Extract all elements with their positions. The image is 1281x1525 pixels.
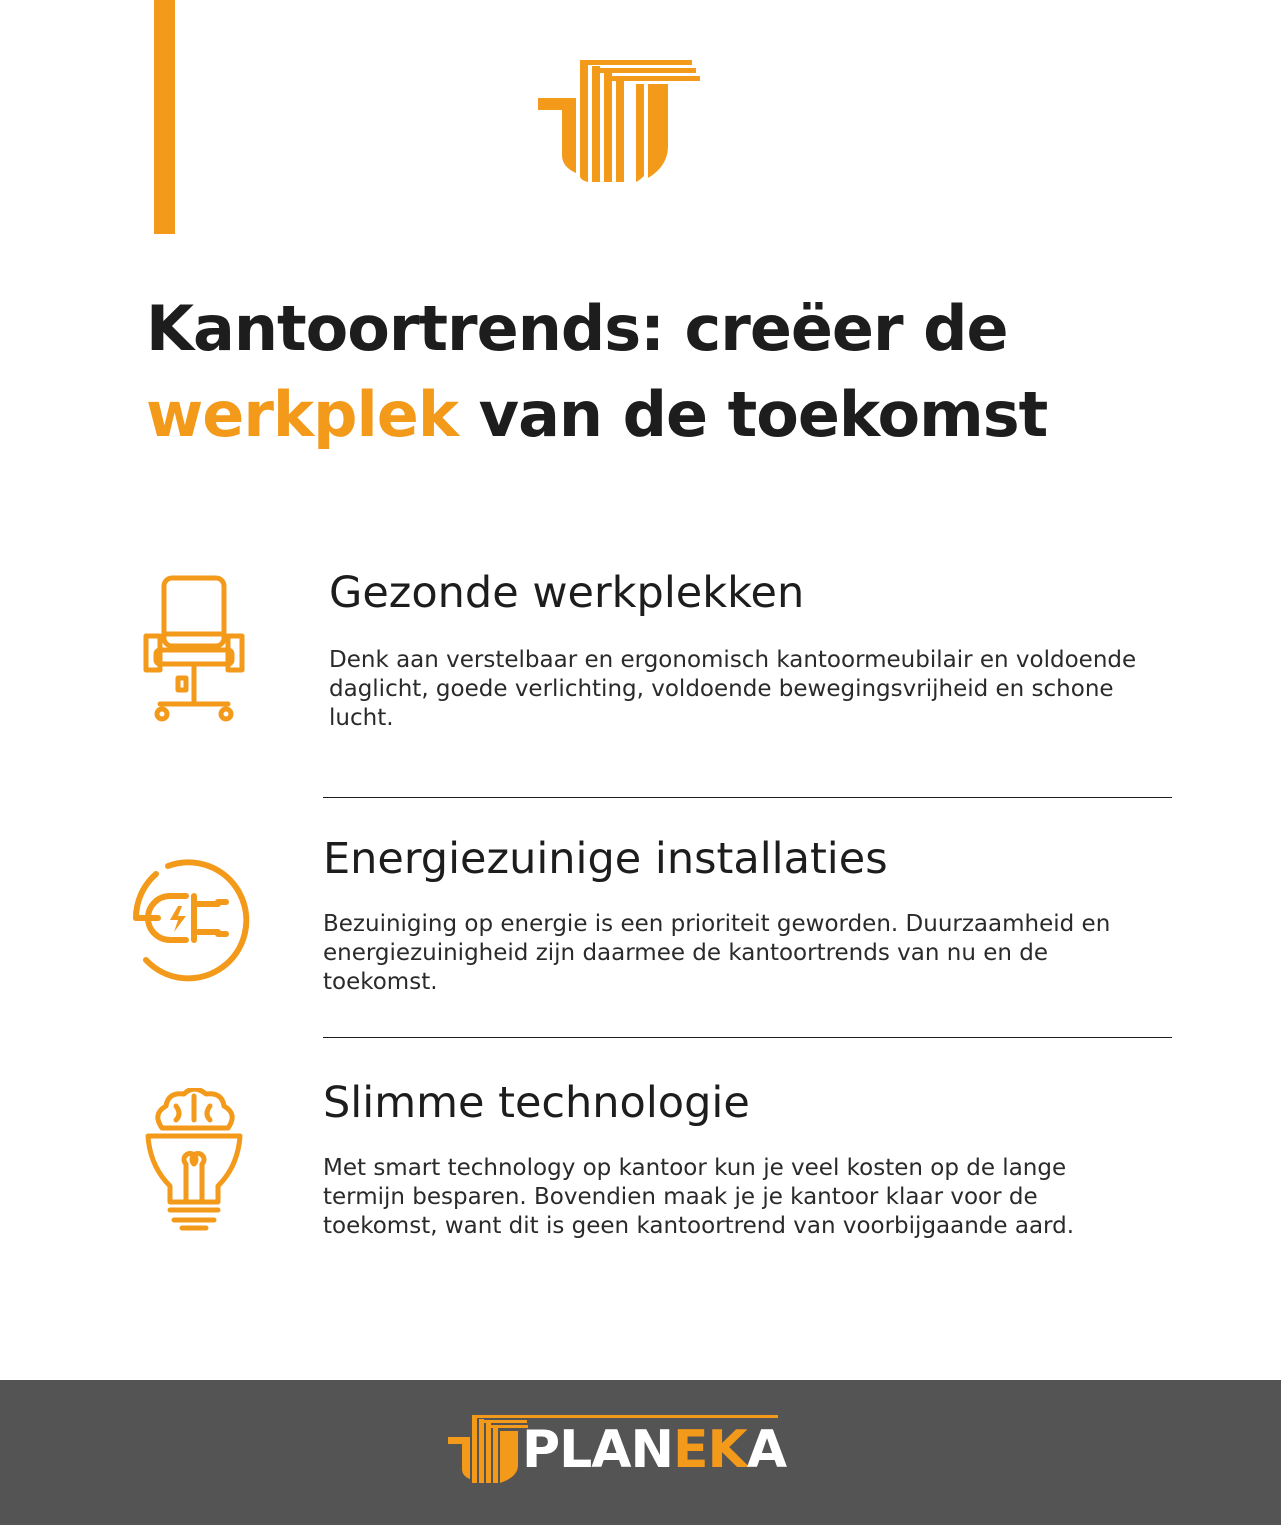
section-smart-technology — [0, 1072, 1281, 1272]
title-highlight: werkplek — [146, 378, 459, 451]
brand-part-a: A — [746, 1420, 787, 1480]
section-body: Met smart technology op kantoor kun je veel kosten op de lange termijn besparen. Bovendien maak je je kantoor klaar voor de toekomst, want dit is geen kantoortrend van voorbijgaande aard. — [323, 1155, 1075, 1239]
section-energy-installations — [0, 826, 1281, 1026]
brand-part-ek: EK — [673, 1420, 747, 1480]
brain-bulb-icon — [142, 1088, 246, 1238]
section-title: Slimme technologie — [323, 1078, 750, 1128]
section-title: Energiezuinige installaties — [323, 834, 888, 884]
title-line1: Kantoortrends: creëer de — [146, 292, 1008, 365]
section-title: Gezonde werkplekken — [329, 568, 805, 618]
office-chair-icon — [140, 574, 248, 724]
divider — [323, 1037, 1172, 1038]
planeka-logo-icon — [538, 56, 700, 184]
plug-energy-icon — [128, 852, 260, 984]
brand-part-plan: PLAN — [522, 1420, 674, 1480]
brand-name — [522, 1418, 786, 1482]
section-healthy-workplaces — [0, 560, 1281, 760]
accent-bar — [154, 0, 175, 234]
section-body: Bezuiniging op energie is een prioriteit geworden. Duurzaamheid en energiezuinigheid zijn daarmee de kantoortrends van nu en de toekomst. — [323, 911, 1111, 995]
section-body: Denk aan verstelbaar en ergonomisch kantoormeubilair en voldoende daglicht, goede verlichting, voldoende bewegingsvrijheid en schone lucht. — [329, 647, 1137, 731]
divider — [323, 797, 1172, 798]
page-title — [146, 286, 1246, 458]
title-line2: van de toekomst — [458, 378, 1048, 451]
